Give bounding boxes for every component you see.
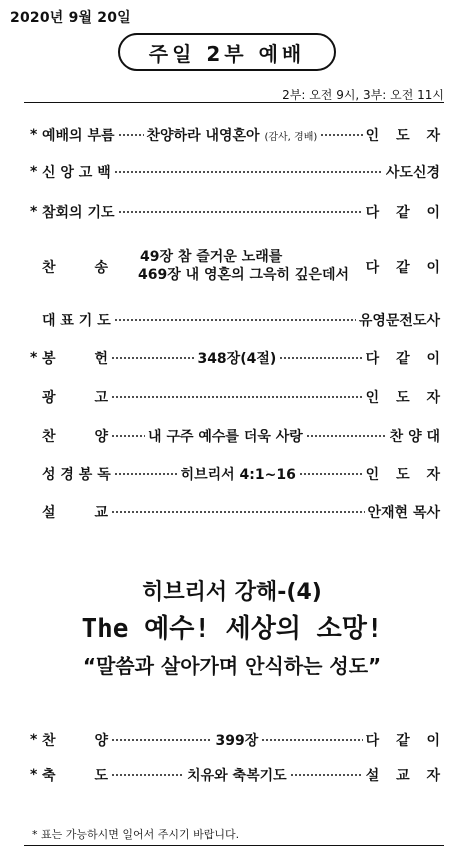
- leader-dots: [306, 435, 387, 437]
- order-label: 찬 양: [42, 733, 109, 749]
- order-leader: 다 같 이: [365, 351, 446, 367]
- hymn-line: 469장 내 영혼의 그윽히 깊은데서: [138, 267, 350, 283]
- order-item-announcements: [30, 386, 446, 408]
- order-leader: 사도신경: [385, 165, 440, 181]
- standing-mark: *: [30, 767, 38, 783]
- order-leader: 안재현 목사: [367, 505, 440, 521]
- sermon-series: 히브리서 강해-(4): [142, 580, 322, 605]
- order-label: 축 도: [42, 768, 109, 784]
- standing-mark: *: [30, 732, 38, 748]
- order-label: 성 경 봉 독: [42, 467, 111, 483]
- leader-dots: [111, 511, 364, 513]
- leader-dots: [111, 739, 212, 741]
- standing-mark: *: [30, 164, 38, 180]
- order-leader: 인 도 자: [365, 467, 446, 483]
- order-label: 봉 헌: [42, 351, 109, 367]
- leader-dots: [111, 435, 145, 437]
- sermon-title: The 예수! 세상의 소망!: [81, 614, 383, 644]
- order-item-confession: [30, 201, 446, 223]
- order-label: 예배의 부름: [42, 128, 115, 144]
- order-item-sermon: [30, 501, 440, 523]
- order-leader: 다 같 이: [365, 733, 446, 749]
- order-leader: 인 도 자: [365, 390, 446, 406]
- hymn-line: 49장 참 즐거운 노래를: [140, 249, 283, 265]
- leader-dots: [111, 774, 184, 776]
- order-leader: 다 같 이: [365, 205, 446, 221]
- order-label: 설 교: [42, 505, 109, 521]
- leader-dots: [114, 473, 178, 475]
- order-content: 치유와 축복기도: [187, 768, 287, 784]
- standing-mark: *: [30, 127, 38, 143]
- hymn-list: [140, 248, 370, 284]
- order-item-offering: [30, 347, 446, 369]
- order-content: 399장: [215, 733, 259, 749]
- order-item-closing-hymn: [30, 729, 446, 751]
- divider: [24, 102, 444, 103]
- order-item-creed: [30, 161, 440, 183]
- leader-dots: [118, 134, 144, 136]
- leader-dots: [290, 774, 363, 776]
- standing-footnote: * 표는 가능하시면 일어서 주시기 바랍니다.: [32, 828, 240, 841]
- order-label: 광 고: [42, 390, 109, 406]
- order-label: 대 표 기 도: [42, 313, 111, 329]
- leader-dots: [114, 319, 356, 321]
- order-leader: 설 교 자: [365, 768, 447, 784]
- service-title: 주일 2부 예배: [118, 33, 336, 71]
- order-item-scripture: [30, 463, 446, 485]
- date: 2020년 9월 20일: [10, 10, 131, 26]
- leader-dots: [261, 739, 362, 741]
- order-label: 신 앙 고 백: [42, 165, 111, 181]
- order-content: 내 구주 예수를 더욱 사랑: [148, 429, 303, 445]
- order-label: 찬 송: [42, 260, 109, 276]
- service-times: 2부: 오전 9시, 3부: 오전 11시: [282, 88, 444, 102]
- leader-dots: [118, 211, 363, 213]
- leader-dots: [299, 473, 363, 475]
- divider: [24, 845, 444, 846]
- order-item-choir: [30, 425, 440, 447]
- order-label: 찬 양: [42, 429, 109, 445]
- order-leader: 다 같 이: [365, 260, 446, 276]
- leader-dots: [114, 171, 383, 173]
- order-item-prayer: [30, 309, 440, 331]
- sermon-subtitle: “말씀과 살아가며 안식하는 성도”: [82, 654, 382, 678]
- order-label: 참회의 기도: [42, 205, 115, 221]
- standing-mark: *: [30, 204, 38, 220]
- standing-mark: *: [30, 350, 38, 366]
- order-leader: 유영문전도사: [358, 313, 440, 329]
- content-note: (감사, 경배): [264, 132, 318, 143]
- leader-dots: [279, 357, 362, 359]
- order-leader: 인 도 자: [365, 128, 446, 144]
- order-item-call-to-worship: [30, 124, 446, 146]
- order-leader: 찬 양 대: [389, 429, 440, 445]
- order-content: [147, 125, 318, 145]
- leader-dots: [111, 396, 363, 398]
- content-text: 찬양하라 내영혼아: [146, 128, 260, 144]
- leader-dots: [111, 357, 194, 359]
- order-content: 348장(4절): [197, 351, 277, 367]
- order-item-benediction: [30, 764, 447, 786]
- order-content: 히브리서 4:1~16: [180, 467, 296, 483]
- leader-dots: [320, 134, 362, 136]
